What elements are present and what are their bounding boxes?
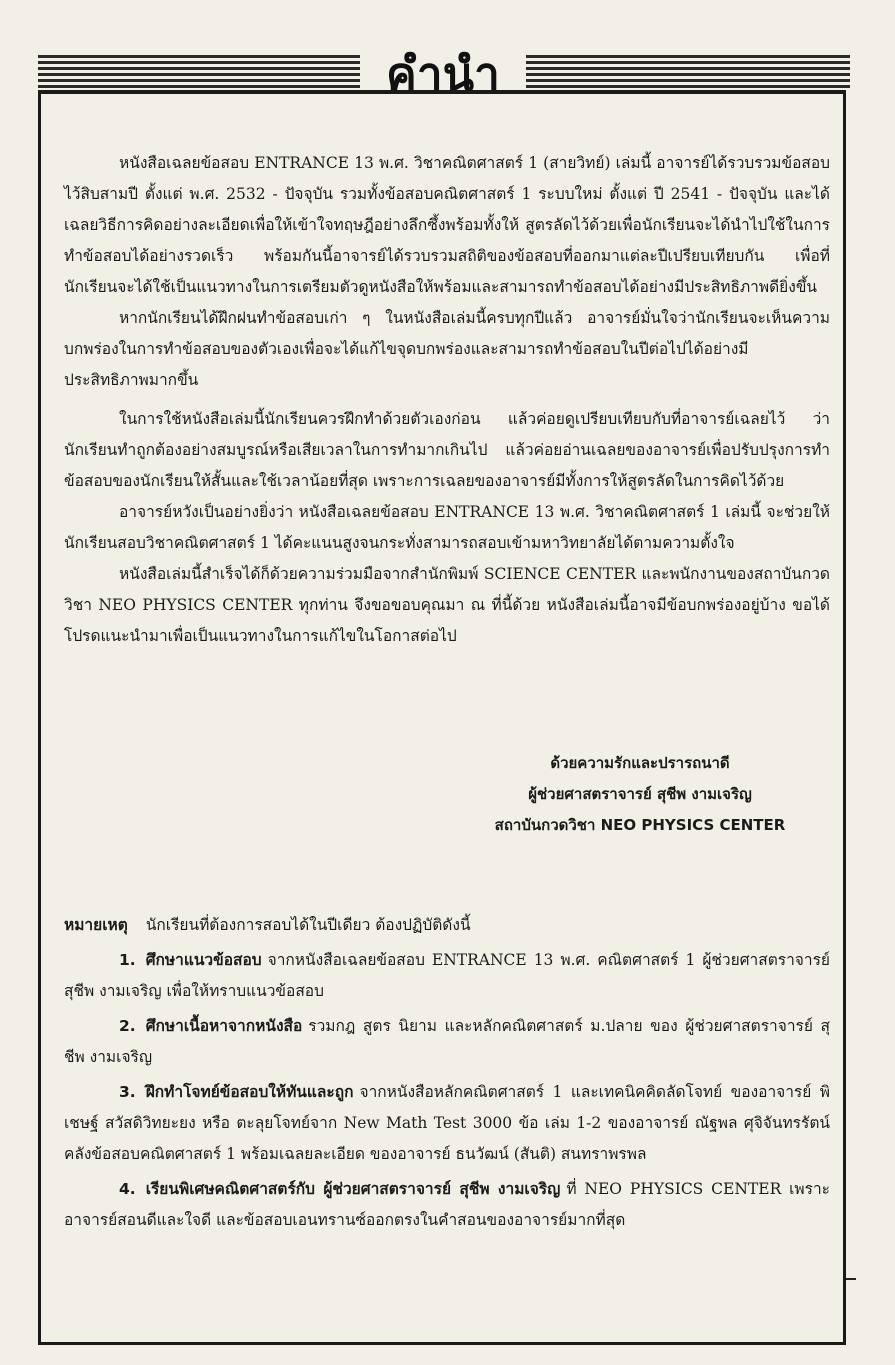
preface-paragraph-2: หากนักเรียนได้ฝึกฝนทำข้อสอบเก่า ๆ ในหนังสือเล่มนี้ครบทุกปีแล้ว อาจารย์มั่นใจว่านักเรียนจะเห็นความบกพร่องในการทำข้อสอบของตัวเองเพื่อจะได้แก้ไขจุดบกพร่องและสามารถทำข้อสอบในปีต่อไปได้อย่างมีประสิทธิภาพมากขึ้น — [64, 309, 830, 389]
edge-mark — [846, 1278, 856, 1280]
preface-paragraph-5: หนังสือเล่มนี้สำเร็จได้ก็ด้วยความร่วมมือจากสำนักพิมพ์ SCIENCE CENTER และพนักงานของสถาบันกวดวิชา NEO PHYSICS CENTER ทุกท่าน จึงขอขอบคุณมา ณ ที่นี้ด้วย หนังสือเล่มนี้อาจมีข้อบกพร่องอยู่บ้าง ขอได้โปรดแนะนำมาเพื่อเป็นแนวทางในการแก้ไขในโอกาสต่อไป — [64, 565, 830, 645]
note-title: ศึกษาเนื้อหาจากหนังสือ — [145, 1017, 303, 1035]
preface-paragraph-3: ในการใช้หนังสือเล่มนี้นักเรียนควรฝึกทำด้วยตัวเองก่อน แล้วค่อยดูเปรียบเทียบกับที่อาจารย์เฉลยไว้ ว่านักเรียนทำถูกต้องอย่างสมบูรณ์หรือเสียเวลาในการทำมากเกินไป แล้วค่อยอ่านเฉลยของอาจารย์เพื่อปรับปรุงการทำข้อสอบของนักเรียนให้สั้นและใช้เวลาน้อยที่สุด เพราะการเฉลยของอาจารย์มีทั้งการให้สูตรลัดในการคิดไว้ด้วย — [64, 410, 830, 490]
signature-author: ผู้ช่วยศาสตราจารย์ สุชีพ งามเจริญ — [528, 785, 752, 803]
note-text: จากหนังสือเฉลยข้อสอบ ENTRANCE 13 พ.ศ. คณิตศาสตร์ 1 ผู้ช่วยศาสตราจารย์ สุชีพ งามเจริญ เพื่อให้ทราบแนวข้อสอบ — [64, 951, 830, 1000]
note-number: 4. — [119, 1180, 136, 1198]
preface-paragraph-4: อาจารย์หวังเป็นอย่างยิ่งว่า หนังสือเฉลยข้อสอบ ENTRANCE 13 พ.ศ. วิชาคณิตศาสตร์ 1 เล่มนี้ จะช่วยให้นักเรียนสอบวิชาคณิตศาสตร์ 1 ได้คะแนนสูงจนกระทั่งสามารถสอบเข้ามหาวิทยาลัยได้ตามความตั้งใจ — [64, 503, 830, 552]
signature-institute: สถาบันกวดวิชา NEO PHYSICS CENTER — [494, 816, 786, 834]
note-item-2 — [64, 1011, 830, 1073]
note-text: จากหนังสือหลักคณิตศาสตร์ 1 และเทคนิคคิดลัดโจทย์ ของอาจารย์ พิเชษฐ์ สวัสดิวิทยะยง หรือ ตะลุยโจทย์จาก New Math Test 3000 ข้อ เล่ม 1-2 ของอาจารย์ ณัฐพล ศุจิจันทรรัตน์ คลังข้อสอบคณิตศาสตร์ 1 พร้อมเฉลยละเอียด ของอาจารย์ ธนวัฒน์ (สันติ) สนทราพรพล — [64, 1083, 830, 1163]
signature-closing: ด้วยความรักและปรารถนาดี — [550, 754, 730, 772]
note-title: ศึกษาแนวข้อสอบ — [145, 951, 262, 969]
note-item-1 — [64, 945, 830, 1007]
note-title: เรียนพิเศษคณิตศาสตร์กับ ผู้ช่วยศาสตราจารย์ สุชีพ งามเจริญ — [145, 1180, 561, 1198]
preface-paragraph-1: หนังสือเฉลยข้อสอบ ENTRANCE 13 พ.ศ. วิชาคณิตศาสตร์ 1 (สายวิทย์) เล่มนี้ อาจารย์ได้รวบรวมข้อสอบไว้สิบสามปี ตั้งแต่ พ.ศ. 2532 - ปัจจุบัน รวมทั้งข้อสอบคณิตศาสตร์ 1 ระบบใหม่ ตั้งแต่ ปี 2541 - ปัจจุบัน และได้เฉลยวิธีการคิดอย่างละเอียดเพื่อให้เข้าใจทฤษฎีอย่างลึกซึ้งพร้อมทั้งให้ สูตรลัดไว้ด้วยเพื่อนักเรียนจะได้นำไปใช้ในการทำข้อสอบได้อย่างรวดเร็ว พร้อมกันนี้อาจารย์ได้รวบรวมสถิติของข้อสอบที่ออกมาแต่ละปีเปรียบเทียบกัน เพื่อที่นักเรียนจะได้ใช้เป็นแนวทางในการเตรียมตัวดูหนังสือให้พร้อมและสามารถทำข้อสอบได้อย่างมีประสิทธิภาพดียิ่งขึ้น — [64, 154, 830, 296]
note-item-3 — [64, 1077, 830, 1170]
notes-intro: นักเรียนที่ต้องการสอบได้ในปีเดียว ต้องปฏิบัติดังนี้ — [145, 916, 471, 934]
preface-body — [64, 148, 830, 652]
header-stripes-left — [38, 55, 360, 91]
notes-heading — [64, 910, 830, 941]
note-number: 3. — [119, 1083, 136, 1101]
signature-block — [440, 748, 840, 841]
page-title: คำนำ — [386, 47, 500, 101]
notes-label: หมายเหตุ — [64, 916, 128, 934]
note-number: 2. — [119, 1017, 136, 1035]
notes-section — [64, 910, 830, 1236]
note-text: รวมกฎ สูตร นิยาม และหลักคณิตศาสตร์ ม.ปลาย ของ ผู้ช่วยศาสตราจารย์ สุชีพ งามเจริญ — [64, 1017, 830, 1066]
note-number: 1. — [119, 951, 136, 969]
header-stripes-right — [526, 55, 850, 91]
note-title: ฝึกทำโจทย์ข้อสอบให้ทันและถูก — [145, 1083, 354, 1101]
note-item-4 — [64, 1174, 830, 1236]
note-text: ที่ NEO PHYSICS CENTER เพราะอาจารย์สอนดีและใจดี และข้อสอบเอนทรานซ์ออกตรงในคำสอนของอาจารย์มากที่สุด — [64, 1180, 830, 1229]
